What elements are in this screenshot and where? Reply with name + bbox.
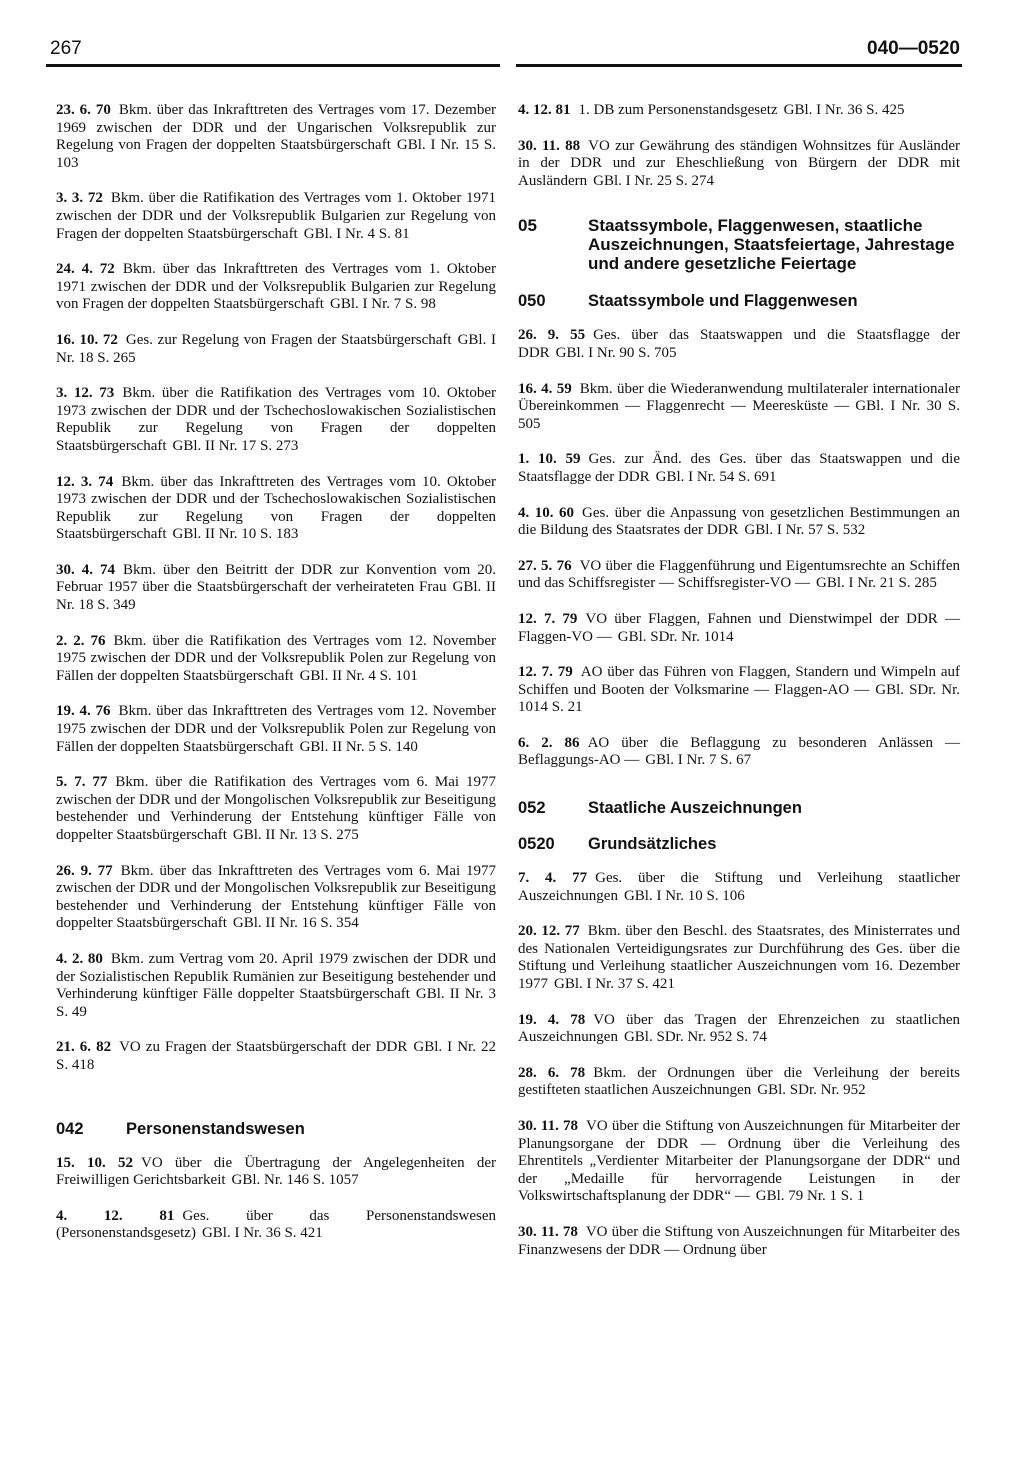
register-entry: [518, 558, 960, 593]
entry-reference: GBl. I Nr. 22 S. 418: [56, 1039, 496, 1073]
entry-text: VO über das Tragen der Ehrenzeichen zu staatlichen Auszeichnungen: [518, 1011, 960, 1046]
entry-text: Bkm. über den Beitritt der DDR zur Konvention vom 20. Februar 1957 über die Staatsbürgerschaft der verheirateten Frau: [56, 561, 497, 596]
register-entry: [518, 1012, 960, 1047]
entry-reference: GBl. 79 Nr. 1 S. 1: [755, 1188, 865, 1205]
entry-text: VO über Flaggen, Fahnen und Dienstwimpel der DDR — Flaggen-VO —: [518, 610, 961, 645]
entry-text: Bkm. über das Inkrafttreten des Vertrages vom 12. November 1975 zwischen der DDR und der Volksrepublik Polen zur Regelung von Fällen der doppelten Staatsbürgerschaft: [56, 703, 497, 755]
entry-date: 30. 11. 78: [518, 1223, 578, 1240]
entry-reference: GBl. SDr. Nr. 952: [757, 1082, 866, 1099]
entry-reference: GBl. Nr. 146 S. 1057: [231, 1172, 359, 1189]
section-code: 052: [518, 799, 546, 818]
entry-reference: GBl. II Nr. 4 S. 101: [299, 667, 418, 684]
entry-reference: GBl. II Nr. 13 S. 275: [232, 827, 359, 843]
entry-date: 4. 12. 81: [56, 1207, 175, 1224]
entry-date: 28. 6. 78: [518, 1064, 586, 1081]
register-entry: [56, 951, 496, 1021]
register-entry: [518, 138, 960, 191]
entry-reference: GBl. I Nr. 36 S. 421: [201, 1225, 323, 1242]
left-column: [56, 102, 496, 1261]
entry-text: Bkm. über das Inkrafttreten des Vertrages vom 6. Mai 1977 zwischen der DDR und der Mongolischen Volksrepublik zur Beseitigung bestehender und Verhinderung der Entstehung künftiger Fälle von doppelter Staatsbürgerschaft: [56, 862, 497, 932]
entry-date: 19. 4. 76: [56, 703, 111, 720]
entry-reference: GBl. I Nr. 54 S. 691: [655, 468, 777, 485]
entry-list: [518, 870, 960, 1259]
entry-text: Bkm. über das Inkrafttreten des Vertrages vom 17. Dezember 1969 zwischen der DDR und der Ungarischen Volksrepublik zur Regelung von Fragen der doppelten Staatsbürgerschaft: [56, 102, 496, 154]
entry-text: Ges. über das Personenstandswesen (Personenstandsgesetz): [56, 1207, 497, 1242]
register-entry: [518, 102, 960, 120]
entry-reference: GBl. I Nr. 37 S. 421: [554, 976, 675, 993]
register-entry: [56, 190, 496, 243]
entry-reference: GBl. II Nr. 5 S. 140: [299, 738, 418, 755]
entry-text: Bkm. über die Ratifikation des Vertrages vom 1. Oktober 1971 zwischen der DDR und der Volksrepublik Bulgarien zur Regelung von Fragen der doppelten Staatsbürgerschaft: [56, 190, 496, 242]
entry-reference: GBl. I Nr. 57 S. 532: [744, 522, 866, 539]
entry-reference: GBl. II Nr. 16 S. 354: [232, 915, 359, 932]
register-entry: [518, 451, 960, 486]
entry-text: VO über die Flaggenführung und Eigentumsrechte an Schiffen und das Schiffsregister — Schiffsregister-VO —: [518, 557, 960, 592]
entry-date: 23. 6. 70: [56, 102, 111, 118]
entry-text: Ges. über die Anpassung von gesetzlichen Bestimmungen an die Bildung des Staatsrates der DDR: [518, 504, 960, 539]
entry-reference: GBl. II Nr. 10 S. 183: [172, 526, 299, 543]
section-title: Staatssymbole und Flaggenwesen: [588, 292, 858, 311]
right-column: [518, 102, 960, 1277]
entry-text: Bkm. über das Inkrafttreten des Vertrages vom 10. Oktober 1973 zwischen der DDR und der Tschechoslowakischen Sozialistischen Republik zur Regelung von Fragen der doppelten Staatsbürgerschaft: [56, 473, 496, 543]
register-entry: [56, 474, 496, 544]
register-entry: [518, 664, 960, 717]
entry-list: [518, 327, 960, 770]
entry-reference: GBl. I Nr. 15 S. 103: [56, 137, 497, 171]
register-entry: [56, 102, 496, 172]
section-code: 05: [518, 216, 537, 236]
entry-text: Bkm. über die Ratifikation des Vertrages vom 10. Oktober 1973 zwischen der DDR und der Tschechoslowakischen Sozialistischen Republik zur Regelung von Fragen der doppelten Staatsbürgerschaft: [56, 385, 496, 454]
entry-reference: GBl. I Nr. 7 S. 67: [645, 752, 752, 769]
register-entry: [56, 261, 496, 314]
entry-text: Bkm. zum Vertrag vom 20. April 1979 zwischen der DDR und der Sozialistischen Republik Rumänien zur Beseitigung bestehender und Verhinderung künftiger Fälle doppelter Staatsbürgerschaft: [56, 950, 496, 1003]
entry-date: 26. 9. 55: [518, 327, 586, 344]
register-entry: [56, 332, 496, 367]
entry-text: VO zur Gewährung des ständigen Wohnsitzes für Ausländer in der DDR und zur Eheschließung von Bürgern der DDR mit Ausländern: [518, 137, 960, 189]
register-entry: [56, 774, 496, 844]
entry-text: Bkm. der Ordnungen über die Verleihung der bereits gestifteten staatlichen Auszeichnungen: [518, 1064, 961, 1099]
header-rule-right: [516, 64, 962, 67]
entry-date: 27. 5. 76: [518, 557, 572, 574]
entry-text: Ges. zur Regelung von Fragen der Staatsbürgerschaft: [125, 331, 452, 348]
entry-reference: GBl. SDr. Nr. 1014 S. 21: [518, 681, 960, 716]
entry-reference: GBl. I Nr. 7 S. 98: [329, 296, 436, 313]
entry-reference: GBl. SDr. Nr. 1014: [617, 628, 734, 645]
entry-text: Bkm. über die Ratifikation des Vertrages vom 12. November 1975 zwischen der DDR und der Volksrepublik Polen zur Regelung von Fällen der doppelten Staatsbürgerschaft: [56, 632, 496, 684]
section-code: 0520: [518, 835, 555, 854]
entry-date: 1. 10. 59: [518, 451, 581, 468]
entry-text: VO zu Fragen der Staatsbürgerschaft der DDR: [119, 1039, 408, 1056]
register-range: 040—0520: [867, 38, 960, 59]
register-entry: [56, 703, 496, 756]
section-title: Grundsätzliches: [588, 835, 717, 854]
register-entry: [518, 923, 960, 993]
entry-text: AO über die Beflaggung zu besonderen Anlässen — Beflaggungs-AO —: [518, 734, 960, 769]
entry-date: 5. 7. 77: [56, 774, 108, 791]
entry-date: 4. 2. 80: [56, 950, 103, 967]
entry-date: 4. 10. 60: [518, 504, 574, 521]
entry-date: 3. 3. 72: [56, 190, 103, 207]
entry-date: 30. 11. 78: [518, 1118, 578, 1134]
entry-date: 20. 12. 77: [518, 923, 580, 940]
entry-date: 7. 4. 77: [518, 870, 588, 887]
register-entry: [518, 1118, 960, 1206]
register-entry: [56, 863, 496, 933]
entry-text: VO über die Übertragung der Angelegenheiten der Freiwilligen Gerichtsbarkeit: [56, 1154, 496, 1189]
register-entry: [56, 1155, 496, 1190]
section-code: 042: [56, 1119, 84, 1138]
register-entry: [518, 870, 960, 905]
entry-date: 4. 12. 81: [518, 102, 571, 118]
entry-reference: GBl. I Nr. 18 S. 265: [56, 331, 497, 366]
entry-text: Ges. zur Änd. des Ges. über das Staatswappen und die Staatsflagge der DDR: [518, 451, 960, 485]
entry-date: 2. 2. 76: [56, 632, 106, 649]
entry-date: 19. 4. 78: [518, 1011, 586, 1028]
section-heading-050: [518, 291, 960, 311]
entry-text: Bkm. über die Ratifikation des Vertrages vom 6. Mai 1977 zwischen der DDR und der Mongolischen Volksrepublik zur Beseitigung bestehender und Verhinderung der Entstehung künftiger Fälle von doppelter Staatsbürgerschaft: [56, 774, 497, 843]
section-heading-0520: [518, 834, 960, 854]
entry-reference: GBl. I Nr. 25 S. 274: [593, 172, 714, 189]
entry-reference: GBl. I Nr. 4 S. 81: [303, 225, 410, 242]
entry-date: 16. 4. 59: [518, 380, 572, 397]
section-heading-05: [518, 216, 960, 273]
page-number: 267: [50, 38, 82, 59]
entry-list: [56, 1155, 496, 1243]
section-heading-052: [518, 798, 960, 818]
entry-text: 1. DB zum Personenstandsgesetz: [578, 102, 778, 118]
register-entry: [518, 1224, 960, 1259]
section-title: Staatliche Auszeichnungen: [588, 799, 802, 818]
section-code: 050: [518, 292, 546, 311]
entry-reference: GBl. I Nr. 36 S. 425: [783, 102, 905, 118]
entry-date: 21. 6. 82: [56, 1039, 112, 1056]
entry-text: VO über die Stiftung von Auszeichnungen für Mitarbeiter der Planungsorgane der DDR — Ordnung über die Verleihung des Ehrentitels „Verdienter Mitarbeiter der Planungsorgane der DDR“ und der „Medaille für hervorragende Leistungen in der Volkswirtschaftsplanung der DDR“ —: [518, 1118, 960, 1205]
section-title: Personenstandswesen: [126, 1119, 305, 1138]
register-entry: [518, 381, 960, 434]
register-entry: [518, 735, 960, 770]
register-entry: [518, 611, 960, 646]
register-entry: [518, 1065, 960, 1100]
register-entry: [56, 385, 496, 455]
entry-text: Ges. über die Stiftung und Verleihung staatlicher Auszeichnungen: [518, 870, 960, 904]
section-heading-042: [56, 1119, 496, 1139]
register-entry: [56, 1039, 496, 1074]
entry-list: [56, 102, 496, 1075]
entry-reference: GBl. I Nr. 30 S. 505: [518, 398, 960, 432]
entry-date: 12. 3. 74: [56, 473, 114, 490]
entry-reference: GBl. SDr. Nr. 952 S. 74: [623, 1029, 767, 1046]
entry-date: 16. 10. 72: [56, 331, 118, 348]
entry-date: 24. 4. 72: [56, 261, 115, 278]
header-rule-left: [46, 64, 500, 67]
section-title: Staatssymbole, Flaggenwesen, staatliche Auszeichnungen, Staatsfeiertage, Jahrestage und andere gesetzliche Feiertage: [588, 216, 955, 274]
entry-list: [518, 102, 960, 190]
register-entry: [56, 562, 496, 615]
register-entry: [518, 327, 960, 362]
entry-date: 30. 4. 74: [56, 561, 116, 578]
entry-reference: GBl. II Nr. 3 S. 49: [56, 986, 496, 1020]
entry-text: Bkm. über den Beschl. des Staatsrates, des Ministerrates und des Nationalen Verteidigungsrates zur Durchführung des Ges. über die Stiftung und Verleihung staatlicher Auszeichnungen vom 16. Dezember 1977: [518, 923, 960, 993]
entry-date: 6. 2. 86: [518, 734, 580, 751]
entry-text: VO über die Stiftung von Auszeichnungen für Mitarbeiter des Finanzwesens der DDR — Ordnung über: [518, 1223, 960, 1258]
entry-date: 15. 10. 52: [56, 1154, 133, 1171]
register-entry: [518, 505, 960, 540]
entry-reference: GBl. I Nr. 21 S. 285: [816, 575, 937, 592]
entry-date: 30. 11. 88: [518, 137, 581, 154]
entry-reference: GBl. I Nr. 90 S. 705: [555, 344, 677, 361]
entry-text: Bkm. über das Inkrafttreten des Vertrages vom 1. Oktober 1971 zwischen der DDR und der Volksrepublik Bulgarien zur Regelung von Fragen der doppelten Staatsbürgerschaft: [56, 261, 496, 313]
entry-text: Ges. über das Staatswappen und die Staatsflagge der DDR: [518, 327, 961, 361]
register-entry: [56, 1208, 496, 1243]
entry-reference: GBl. I Nr. 10 S. 106: [623, 887, 745, 904]
entry-date: 3. 12. 73: [56, 385, 115, 402]
entry-reference: GBl. II Nr. 18 S. 349: [56, 579, 497, 614]
entry-date: 12. 7. 79: [518, 664, 573, 681]
entry-text: Bkm. über die Wiederanwendung multilateraler internationaler Übereinkommen — Flaggenrecht — Meeresküste —: [518, 380, 960, 415]
entry-date: 26. 9. 77: [56, 862, 113, 879]
entry-date: 12. 7. 79: [518, 610, 578, 627]
entry-reference: GBl. II Nr. 17 S. 273: [172, 437, 299, 454]
entry-text: AO über das Führen von Flaggen, Standern und Wimpeln auf Schiffen und Booten der Volksmarine — Flaggen-AO —: [518, 664, 960, 698]
register-entry: [56, 633, 496, 686]
